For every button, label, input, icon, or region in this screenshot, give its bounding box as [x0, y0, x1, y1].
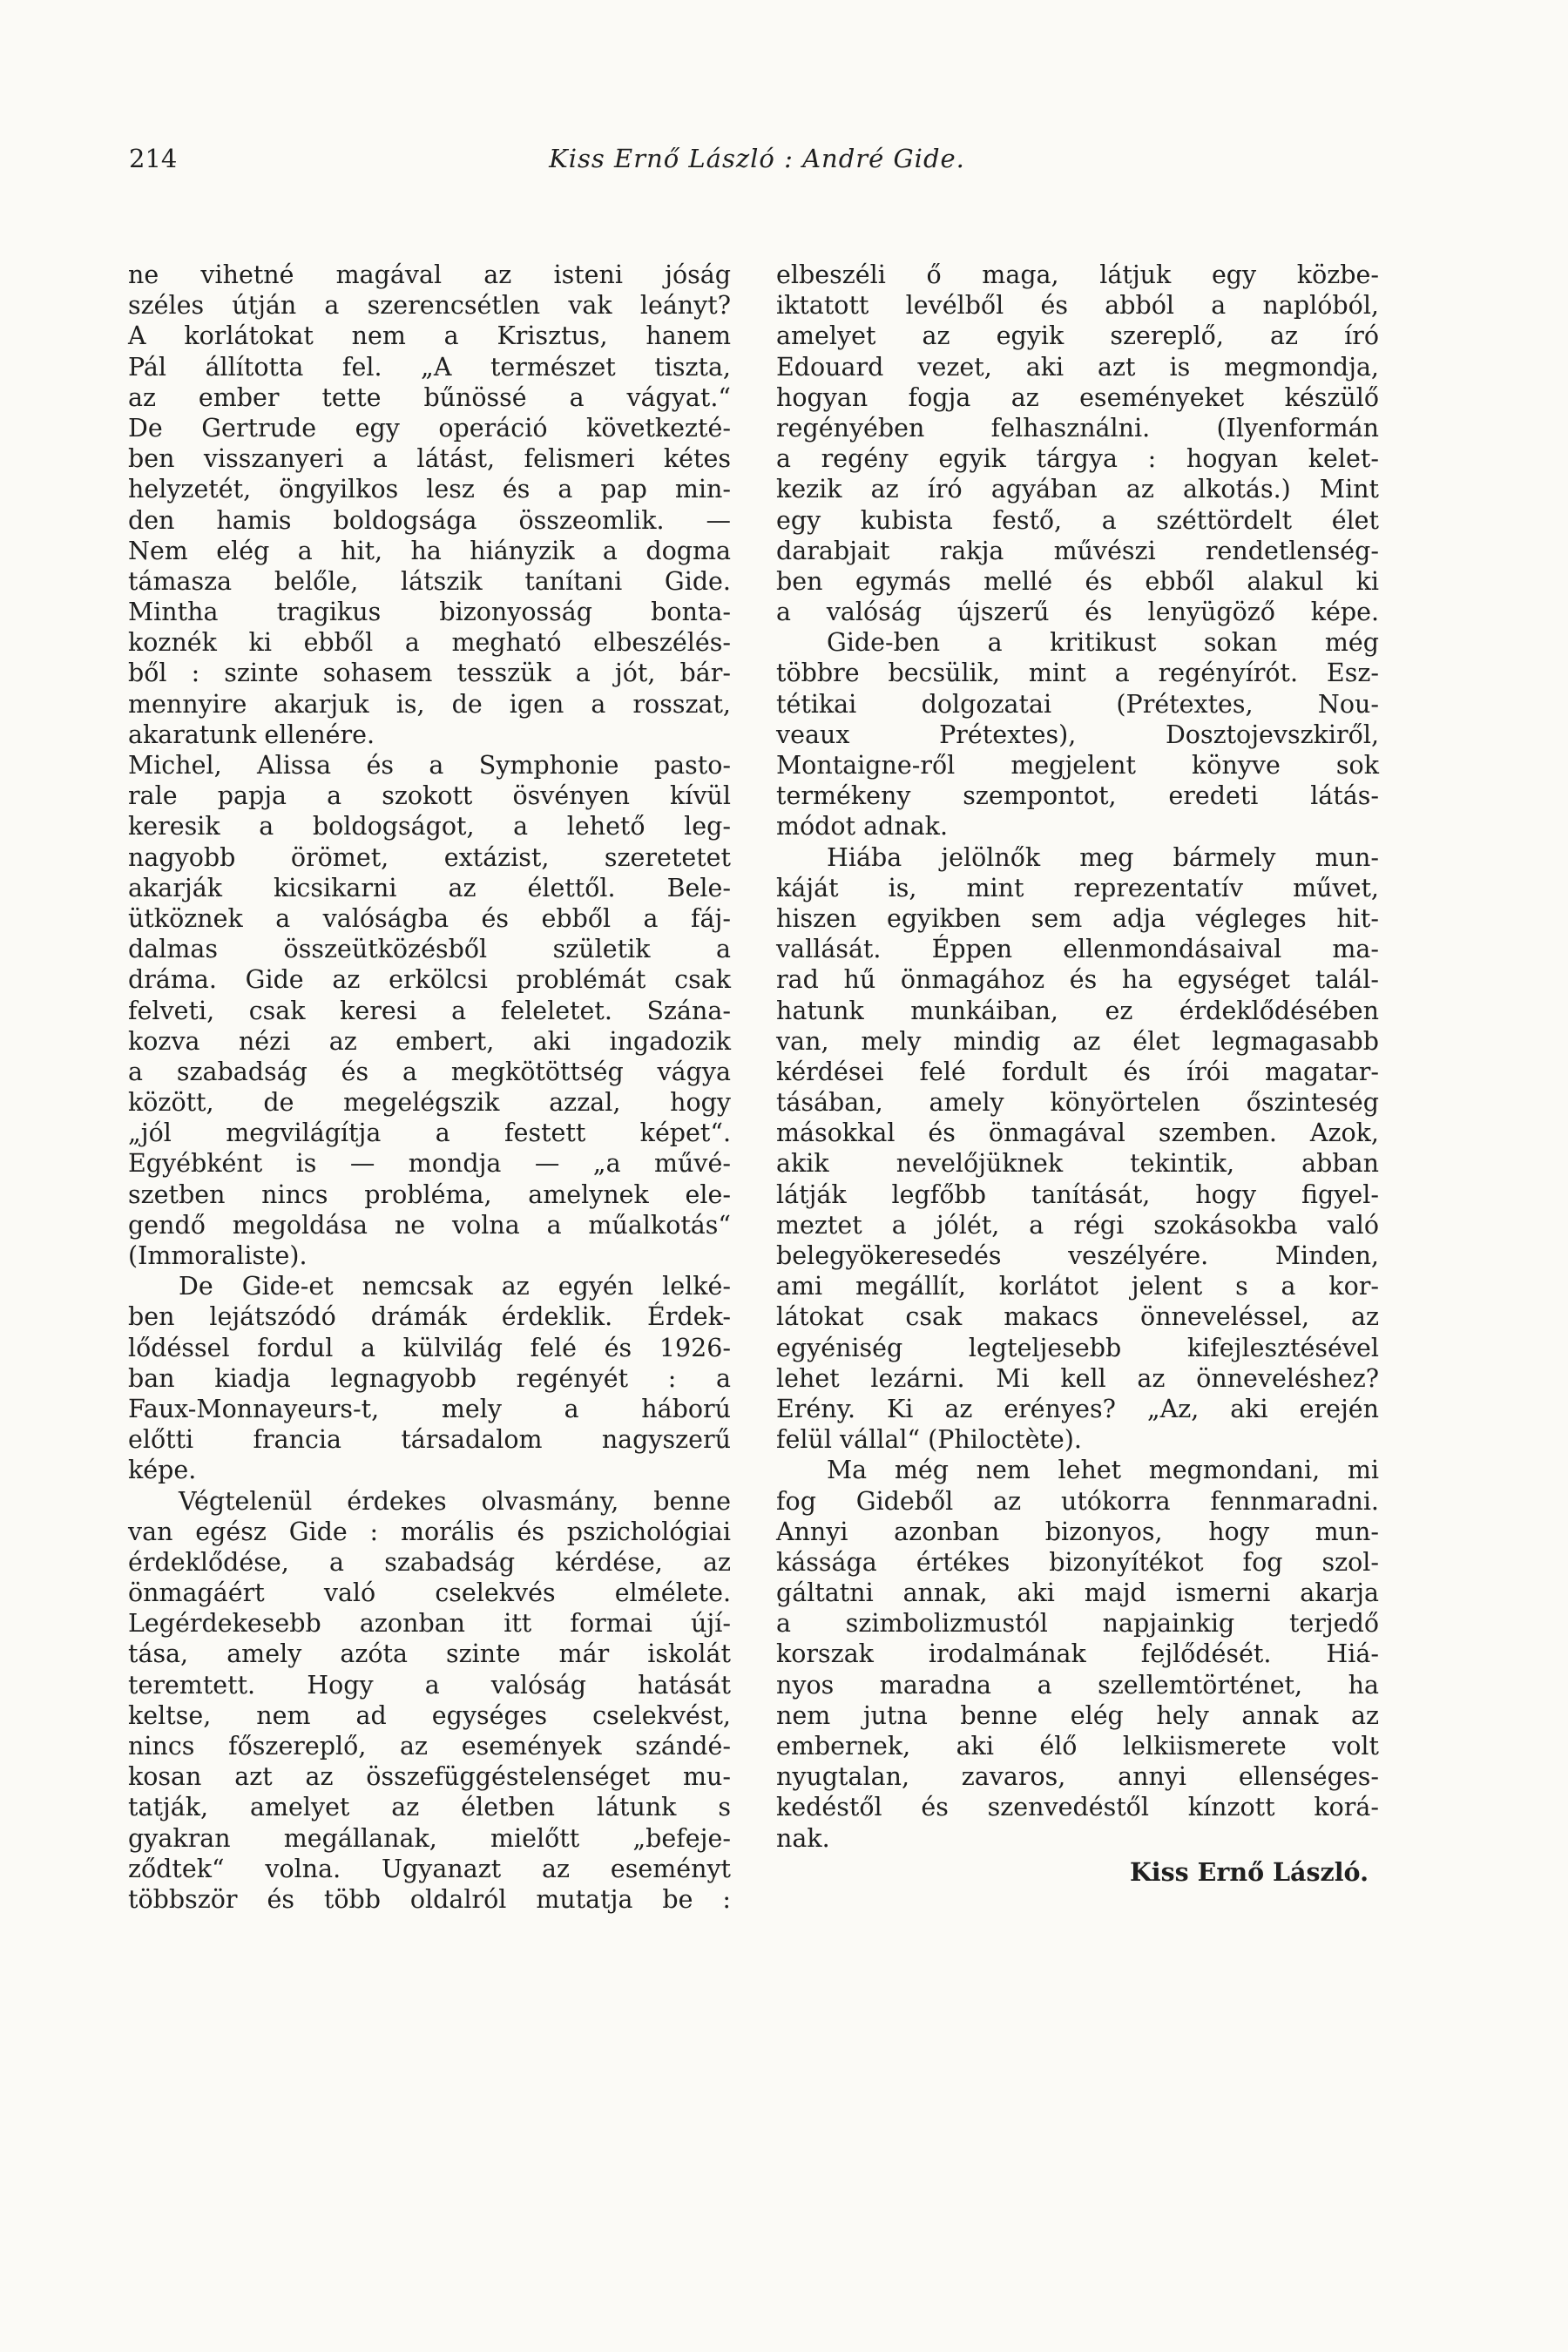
- text-line: kezik az író agyában az alkotás.) Mint: [776, 475, 1379, 504]
- text-line: nak.: [776, 1823, 830, 1853]
- text-line: kozva nézi az embert, aki ingadozik: [128, 1026, 731, 1056]
- text-line: vallását. Éppen ellenmondásaival ma-: [776, 935, 1379, 964]
- text-line: koznék ki ebből a megható elbeszélés-: [128, 628, 731, 658]
- text-line: szetben nincs probléma, amelynek ele-: [128, 1179, 731, 1209]
- text-line: De Gertrude egy operáció következté-: [128, 413, 731, 443]
- text-line: (Immoraliste).: [128, 1241, 308, 1270]
- text-line: teremtett. Hogy a valóság hatását: [128, 1670, 731, 1700]
- text-line: ből : szinte sohasem tesszük a jót, bár-: [128, 659, 731, 688]
- text-line: ami megállít, korlátot jelent s a kor-: [776, 1272, 1379, 1301]
- text-line: nyugtalan, zavaros, annyi ellenséges-: [776, 1762, 1379, 1792]
- text-line: előtti francia társadalom nagyszerű: [128, 1425, 731, 1455]
- text-line: darabjait rakja művészi rendetlenség-: [776, 536, 1379, 565]
- text-line: másokkal és önmagával szemben. Azok,: [776, 1119, 1379, 1148]
- text-line: önmagáért való cselekvés elmélete.: [128, 1578, 731, 1608]
- text-line: embernek, aki élő lelkiismerete volt: [776, 1732, 1379, 1761]
- text-line: De Gide-et nemcsak az egyén lelké-: [179, 1272, 731, 1301]
- text-line: kedéstől és szenvedéstől kínzott korá-: [776, 1793, 1379, 1822]
- text-line: Ma még nem lehet megmondani, mi: [827, 1456, 1379, 1485]
- text-line: tása, amely azóta szinte már iskolát: [128, 1639, 731, 1669]
- text-line: van, mely mindig az élet legmagasabb: [776, 1026, 1379, 1056]
- text-line: fog Gideből az utókorra fennmaradni.: [776, 1486, 1379, 1516]
- text-line: akarják kicsikarni az élettől. Bele-: [128, 873, 731, 902]
- text-line: termékeny szempontot, eredeti látás-: [776, 781, 1379, 811]
- text-line: A korlátokat nem a Krisztus, hanem: [128, 321, 731, 351]
- text-line: ne vihetné magával az isteni jóság: [128, 260, 731, 289]
- text-line: egy kubista festő, a széttördelt élet: [776, 505, 1379, 535]
- text-line: rale papja a szokott ösvényen kívül: [128, 781, 731, 811]
- text-line: Erény. Ki az erényes? „Az, aki erején: [776, 1394, 1379, 1423]
- author-signature: Kiss Ernő László.: [1130, 1856, 1369, 1887]
- text-line: „jól megvilágítja a festett képet“.: [128, 1119, 731, 1148]
- text-column-left: [128, 260, 731, 1915]
- text-line: támasza belőle, látszik tanítani Gide.: [128, 566, 731, 596]
- text-line: hogyan fogja az eseményeket készülő: [776, 382, 1379, 412]
- text-line: dráma. Gide az erkölcsi problémát csak: [128, 965, 731, 995]
- text-line: kérdései felé fordult és írói magatar-: [776, 1057, 1379, 1086]
- text-line: az ember tette bűnössé a vágyat.“: [128, 382, 731, 412]
- text-line: látokat csak makacs önneveléssel, az: [776, 1302, 1379, 1332]
- text-line: tatják, amelyet az életben látunk s: [128, 1793, 731, 1822]
- text-column-right: [776, 260, 1379, 1888]
- text-line: meztet a jólét, a régi szokásokba való: [776, 1210, 1379, 1240]
- text-line: módot adnak.: [776, 812, 949, 841]
- text-line: a szabadság és a megkötöttség vágya: [128, 1057, 731, 1086]
- text-line: nem jutna benne elég hely annak az: [776, 1700, 1379, 1730]
- text-line: korszak irodalmának fejlődését. Hiá-: [776, 1639, 1379, 1669]
- text-line: a szimbolizmustól napjainkig terjedő: [776, 1609, 1379, 1639]
- text-line: a valóság újszerű és lenyügöző képe.: [776, 598, 1379, 627]
- text-line: elbeszéli ő maga, látjuk egy közbe-: [776, 260, 1379, 289]
- text-line: belegyökeresedés veszélyére. Minden,: [776, 1241, 1379, 1270]
- text-line: többre becsülik, mint a regényírót. Esz-: [776, 659, 1379, 688]
- text-line: kosan azt az összefüggéstelenséget mu-: [128, 1762, 731, 1792]
- text-line: Egyébként is — mondja — „a művé-: [128, 1149, 731, 1179]
- running-title: Kiss Ernő László : André Gide.: [549, 144, 965, 173]
- text-line: a regény egyik tárgya : hogyan kelet-: [776, 444, 1379, 474]
- text-line: akik nevelőjüknek tekintik, abban: [776, 1149, 1379, 1179]
- text-line: kássága értékes bizonyítékot fog szol-: [776, 1547, 1379, 1577]
- text-line: képe.: [128, 1456, 197, 1485]
- text-line: nincs főszereplő, az események szándé-: [128, 1732, 731, 1761]
- text-line: amelyet az egyik szereplő, az író: [776, 321, 1379, 351]
- text-line: Michel, Alissa és a Symphonie pasto-: [128, 751, 731, 780]
- text-line: látják legfőbb tanítását, hogy figyel-: [776, 1179, 1379, 1209]
- text-line: Pál állította fel. „A természet tiszta,: [128, 352, 731, 382]
- text-line: gendő megoldása ne volna a műalkotás“: [128, 1210, 731, 1240]
- text-line: tétikai dolgozatai (Prétextes, Nou-: [776, 689, 1379, 719]
- text-line: ütköznek a valóságba és ebből a fáj-: [128, 903, 731, 933]
- text-line: egyéniség legteljesebb kifejlesztésével: [776, 1333, 1379, 1362]
- text-line: gáltatni annak, aki majd ismerni akarja: [776, 1578, 1379, 1608]
- text-line: keltse, nem ad egységes cselekvést,: [128, 1700, 731, 1730]
- text-line: káját is, mint reprezentatív művet,: [776, 873, 1379, 902]
- text-line: tásában, amely könyörtelen őszinteség: [776, 1088, 1379, 1118]
- text-line: érdeklődése, a szabadság kérdése, az: [128, 1547, 731, 1577]
- text-line: Nem elég a hit, ha hiányzik a dogma: [128, 536, 731, 565]
- text-line: Mintha tragikus bizonyosság bonta-: [128, 598, 731, 627]
- text-line: den hamis boldogsága összeomlik. —: [128, 505, 731, 535]
- text-line: keresik a boldogságot, a lehető leg-: [128, 812, 731, 841]
- text-line: mennyire akarjuk is, de igen a rosszat,: [128, 689, 731, 719]
- text-line: ban kiadja legnagyobb regényét : a: [128, 1363, 731, 1393]
- text-line: van egész Gide : morális és pszichológiai: [128, 1517, 731, 1546]
- text-line: Annyi azonban bizonyos, hogy mun-: [776, 1517, 1379, 1546]
- page-number: 214: [129, 144, 178, 173]
- text-line: gyakran megállanak, mielőtt „befeje-: [128, 1823, 731, 1853]
- text-line: akaratunk ellenére.: [128, 720, 375, 749]
- text-line: Montaigne-ről megjelent könyve sok: [776, 751, 1379, 780]
- text-line: iktatott levélből és abból a naplóból,: [776, 291, 1379, 321]
- text-line: ződtek“ volna. Ugyanazt az eseményt: [128, 1854, 731, 1883]
- text-line: lődéssel fordul a külvilág felé és 1926-: [128, 1333, 731, 1362]
- text-line: széles útján a szerencsétlen vak leányt?: [128, 291, 731, 321]
- text-line: Végtelenül érdekes olvasmány, benne: [179, 1486, 731, 1516]
- text-line: nagyobb örömet, extázist, szeretetet: [128, 842, 731, 872]
- text-line: dalmas összeütközésből születik a: [128, 935, 731, 964]
- text-line: ben lejátszódó drámák érdeklik. Érdek-: [128, 1302, 731, 1332]
- text-line: ben visszanyeri a látást, felismeri kétes: [128, 444, 731, 474]
- text-line: Faux-Monnayeurs-t, mely a háború: [128, 1394, 731, 1423]
- text-line: veaux Prétextes), Dosztojevszkiről,: [776, 720, 1379, 749]
- text-line: hiszen egyikben sem adja végleges hit-: [776, 903, 1379, 933]
- text-line: lehet lezárni. Mi kell az önneveléshez?: [776, 1363, 1379, 1393]
- text-line: többször és több oldalról mutatja be :: [128, 1884, 731, 1914]
- text-line: Gide-ben a kritikust sokan még: [827, 628, 1379, 658]
- text-line: regényében felhasználni. (Ilyenformán: [776, 413, 1379, 443]
- text-line: felül vállal“ (Philoctète).: [776, 1425, 1082, 1455]
- text-line: ben egymás mellé és ebből alakul ki: [776, 566, 1379, 596]
- text-line: között, de megelégszik azzal, hogy: [128, 1088, 731, 1118]
- text-line: helyzetét, öngyilkos lesz és a pap min-: [128, 475, 731, 504]
- text-line: nyos maradna a szellemtörténet, ha: [776, 1670, 1379, 1700]
- text-line: hatunk munkáiban, ez érdeklődésében: [776, 996, 1379, 1025]
- text-line: felveti, csak keresi a feleletet. Szána-: [128, 996, 731, 1025]
- text-line: Legérdekesebb azonban itt formai újí-: [128, 1609, 731, 1639]
- text-line: rad hű önmagához és ha egységet talál-: [776, 965, 1379, 995]
- text-line: Edouard vezet, aki azt is megmondja,: [776, 352, 1379, 382]
- text-line: Hiába jelölnők meg bármely mun-: [827, 842, 1379, 872]
